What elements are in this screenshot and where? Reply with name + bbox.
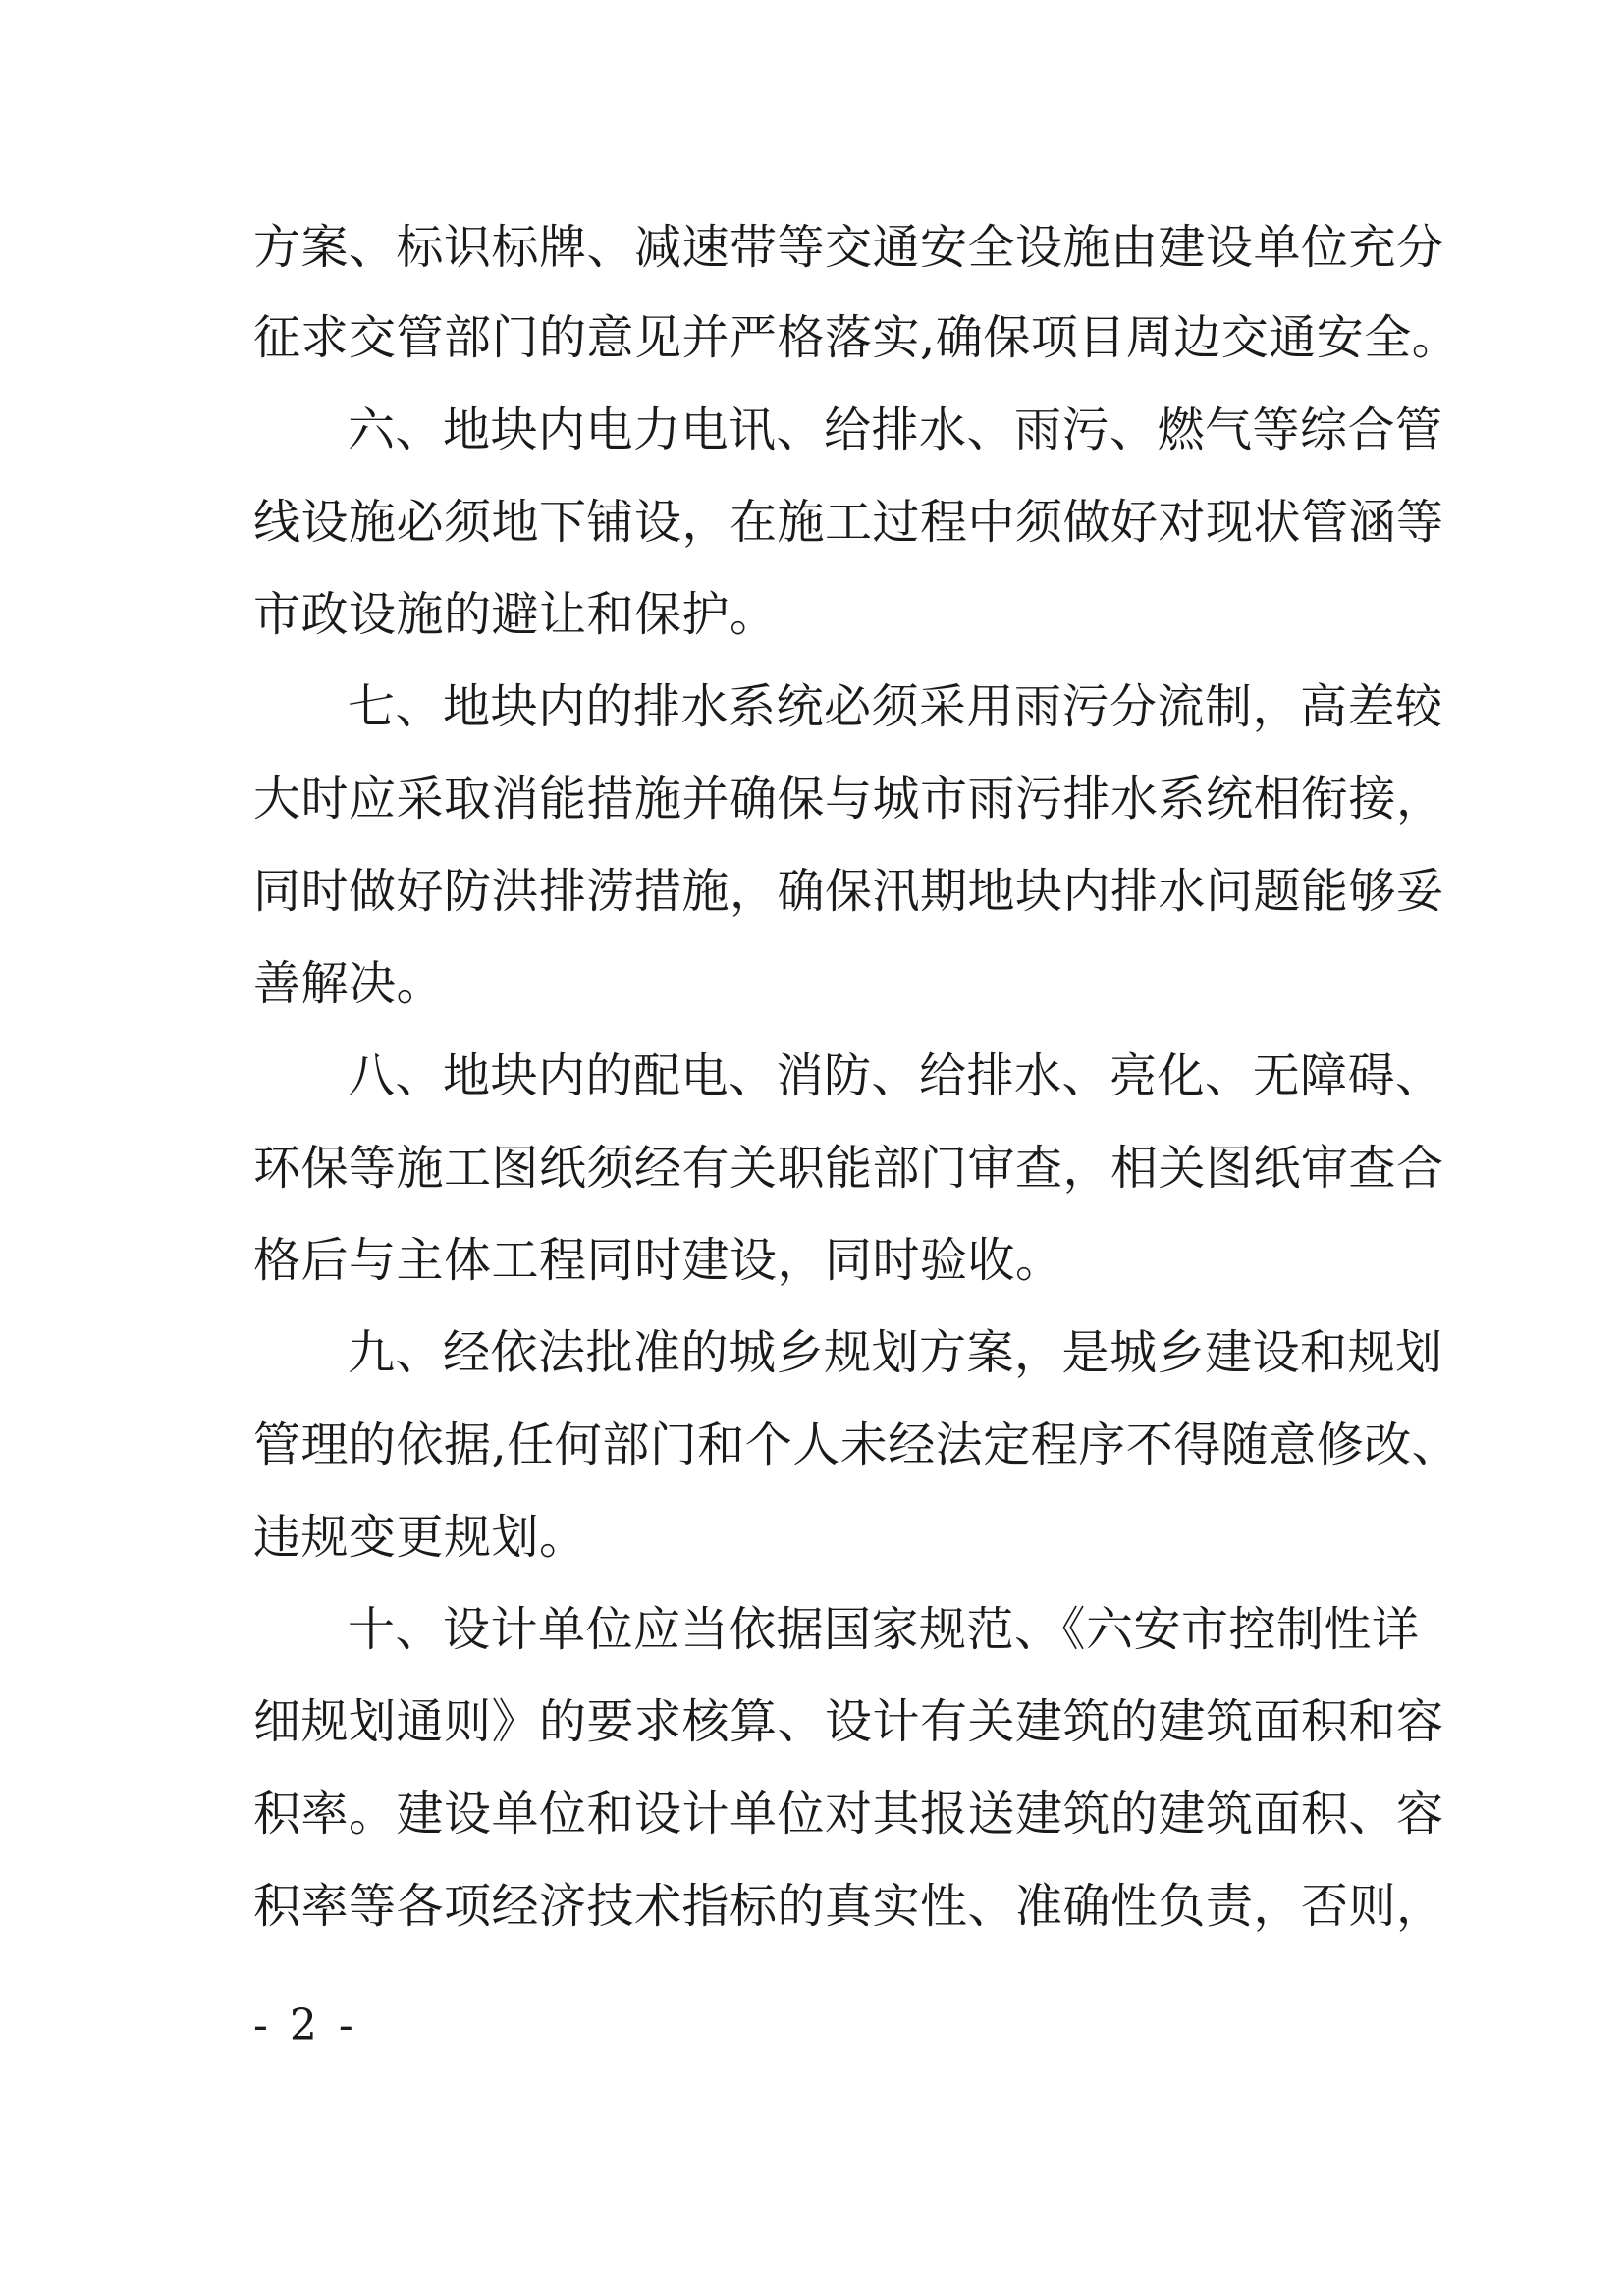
body-text-line: 细规划通则》的要求核算、设计有关建筑的建筑面积和容	[253, 1694, 1444, 1749]
paragraph-9-start: 九、经依法批准的城乡规划方案，是城乡建设和规划	[348, 1325, 1443, 1380]
body-text-line: 征求交管部门的意见并严格落实,确保项目周边交通安全。	[253, 310, 1460, 365]
body-text-line: 环保等施工图纸须经有关职能部门审查，相关图纸审查合	[253, 1141, 1444, 1196]
body-text-line: 积率。建设单位和设计单位对其报送建筑的建筑面积、容	[253, 1787, 1444, 1842]
paragraph-6-start: 六、地块内电力电讯、给排水、雨污、燃气等综合管	[348, 402, 1443, 457]
body-text-line: 管理的依据,任何部门和个人未经法定程序不得随意修改、	[253, 1417, 1460, 1472]
body-text-line: 善解决。	[253, 956, 445, 1011]
page-number: - 2 -	[253, 2001, 357, 2051]
paragraph-7-start: 七、地块内的排水系统必须采用雨污分流制，高差较	[348, 679, 1443, 734]
body-text-line: 线设施必须地下铺设，在施工过程中须做好对现状管涵等	[253, 495, 1444, 550]
body-text-line: 市政设施的避让和保护。	[253, 587, 778, 642]
body-text-line: 格后与主体工程同时建设，同时验收。	[253, 1233, 1063, 1288]
body-text-line: 违规变更规划。	[253, 1510, 587, 1565]
body-text-line: 同时做好防洪排涝措施，确保汛期地块内排水问题能够妥	[253, 864, 1444, 919]
paragraph-10-start: 十、设计单位应当依据国家规范、《六安市控制性详	[348, 1602, 1420, 1657]
body-text-line: 大时应采取消能措施并确保与城市雨污排水系统相衔接，	[253, 772, 1444, 827]
body-text-line: 积率等各项经济技术指标的真实性、准确性负责，否则，	[253, 1879, 1444, 1934]
body-text-line: 方案、标识标牌、减速带等交通安全设施由建设单位充分	[253, 220, 1444, 275]
paragraph-8-start: 八、地块内的配电、消防、给排水、亮化、无障碍、	[348, 1048, 1443, 1103]
